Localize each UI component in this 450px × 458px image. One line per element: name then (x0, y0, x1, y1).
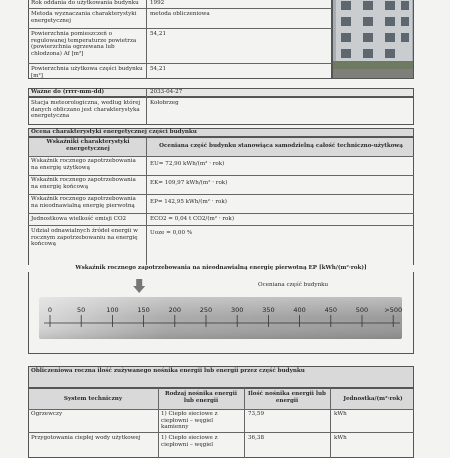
ek-label: Wskaźnik rocznego zapotrzebowania na energię końcową (31, 177, 136, 190)
year-label: Rok oddania do użytkowania budynku (31, 0, 139, 6)
ep-scale (28, 275, 414, 347)
evaluation-col1-header: Wskaźniki charakterystyki energetycznej (46, 139, 130, 152)
carrier-header-system: System techniczny (63, 396, 123, 402)
usable-area-value: 54,21 (150, 66, 167, 72)
scale-tick-label: 250 (199, 306, 213, 314)
scale-tick-label: 0 (47, 306, 53, 314)
carrier-row-unit: kWh (334, 411, 347, 417)
year-value: 1992 (150, 0, 165, 6)
scale-tick-label: 300 (230, 306, 244, 314)
eu-label: Wskaźnik rocznego zapotrzebowania na energię użytkową (31, 158, 136, 171)
carrier-row-amount: 73,59 (248, 411, 265, 417)
carrier-row-amount: 36,38 (248, 435, 265, 441)
usable-area-label: Powierzchnia użytkowa części budynku [m²] (31, 66, 143, 79)
scale-title: Wskaźnik rocznego zapotrzebowania na nieodnawialną energię pierwotną EP [kWh/(m²·rok)] (28, 265, 414, 272)
carrier-table-title: Obliczeniowa roczna ilość zużywanego nośnika energii lub energii przez część budynku (31, 368, 305, 374)
scale-marker-label: Oceniana część budynku (258, 282, 329, 288)
ek-value: EK= 109,97 kWh/(m² · rok) (150, 180, 228, 186)
scale-tick-label: 100 (106, 306, 119, 314)
building-photo (332, 0, 414, 79)
eu-value: EU= 72,90 kWh/(m² · rok) (150, 161, 225, 167)
validity-value: 2033-04-27 (150, 89, 183, 95)
oze-label: Udział odnawialnych źródeł energii w rocznym zapotrzebowaniu na energię końcową (31, 228, 138, 248)
ep-label: Wskaźnik rocznego zapotrzebowania na nieodnawialną energię pierwotną (31, 196, 136, 209)
carrier-row-system: Ogrzewczy (31, 411, 63, 417)
heated-area-value: 54,21 (150, 31, 167, 37)
carrier-row-unit: kWh (334, 435, 347, 441)
scale-tick-label: 450 (324, 306, 338, 314)
carrier-row-type: 1) Ciepło sieciowe z ciepłowni – węgiel kamienny (161, 411, 218, 431)
evaluation-title: Ocena charakterystyki energetycznej części budynku (31, 129, 197, 135)
carrier-header-unit: Jednostka/(m²·rok) (343, 396, 403, 402)
co2-label: Jednostkowa wielkość emisji CO2 (31, 216, 127, 222)
ep-marker-arrow (133, 279, 145, 293)
ep-value: EP= 142,95 kWh/(m² · rok) (150, 199, 227, 205)
scale-tick-label: 500 (355, 306, 369, 314)
evaluation-col2-header: Oceniana część budynku stanowiąca samodzielną całość techniczno-użytkową (159, 143, 403, 149)
scale-tick-label: 50 (77, 306, 86, 314)
station-label: Stacja meteorologiczna, według której danych obliczano jest charakterystyka energetyczna (31, 100, 141, 120)
heated-area-label: Powierzchnia pomieszczeń o regulowanej temperaturze powietrza (powierzchnia ogrzewana lub chłodzona) Af [m²] (31, 31, 137, 58)
scale-tick-label: 200 (168, 306, 182, 314)
method-value: metoda obliczeniowa (150, 11, 210, 17)
oze-value: Uoze = 0,00 % (150, 230, 193, 236)
carrier-header-type: Rodzaj nośnika energii lub energii (165, 391, 237, 404)
validity-label: Ważne do (rrrr-mm-dd) (31, 89, 105, 95)
scale-tick-label: 400 (293, 306, 306, 314)
carrier-row-type: 1) Ciepło sieciowe z ciepłowni – węgiel (161, 435, 218, 448)
co2-value: ECO2 = 0,04 t CO2/(m² · rok) (150, 216, 234, 222)
scale-tick-label: >500 (384, 306, 403, 314)
station-value: Kołobrzeg (150, 100, 179, 106)
scale-tick-label: 150 (137, 306, 150, 314)
scale-tick-label: 350 (262, 306, 275, 314)
carrier-row-system: Przygotowania ciepłej wody użytkowej (31, 435, 141, 441)
carrier-header-amount: Ilość nośnika energii lub energii (248, 391, 326, 404)
method-label: Metoda wyznaczania charakterystyki energetycznej (31, 11, 137, 24)
